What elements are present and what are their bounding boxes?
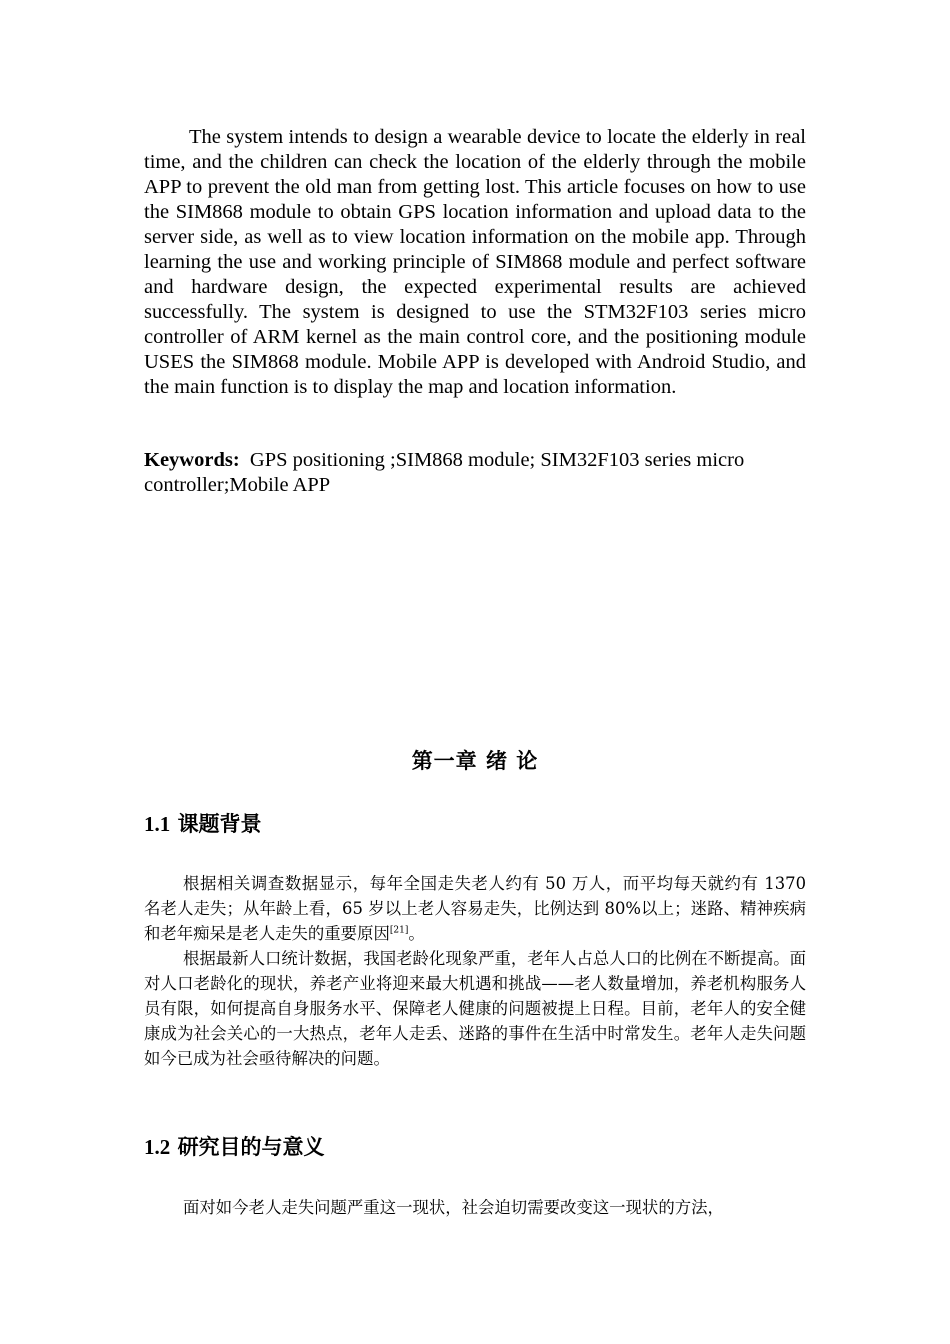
keywords-text: GPS positioning ;SIM868 module; SIM32F103 series micro controller;Mobile APP: [144, 449, 745, 496]
keywords-label: Keywords:: [144, 449, 240, 471]
purpose-paragraph-1: 面对如今老人走失问题严重这一现状，社会迫切需要改变这一现状的方法，: [183, 1198, 724, 1217]
section-heading-purpose: [144, 1131, 806, 1161]
abstract-paragraph: The system intends to design a wearable device to locate the elderly in real time, and the children can check the location of the elderly through the mobile APP to prevent the old man from getting lost. This article focuses on how to use the SIM868 module to obtain GPS location information and upload data to the server side, as well as to view location information on the mobile app. Through learning the use and working principle of SIM868 module and perfect software and hardware design, the expected experimental results are achieved successfully. The system is designed to use the STM32F103 series micro controller of ARM kernel as the main control core, and the positioning module USES the SIM868 module. Mobile APP is developed with Android Studio, and the main function is to display the map and location information.: [144, 126, 806, 398]
section-number: 1.1: [144, 812, 171, 836]
background-paragraph-1: [144, 871, 806, 946]
section-title: 课题背景: [177, 812, 262, 836]
keywords-line: [144, 448, 806, 498]
background-paragraph-2: 根据最新人口统计数据，我国老龄化现象严重，老年人占总人口的比例在不断提高。面对人口老龄化的现状，养老产业将迎来最大机遇和挑战——老人数量增加，养老机构服务人员有限，如何提高自身服务水平、保障老人健康的问题被提上日程。目前，老年人的安全健康成为社会关心的一大热点，老年人走丢、迷路的事件在生活中时常发生。老年人走失问题如今已成为社会亟待解决的问题。: [144, 949, 806, 1068]
paragraph-end: 。: [408, 924, 425, 943]
section-number: 1.2: [144, 1135, 171, 1159]
paragraph-text: 根据相关调查数据显示，每年全国走失老人约有 50 万人，而平均每天就约有 1370 名老人走失；从年龄上看，65 岁以上老人容易走失，比例达到 80%以上；迷路、精神疾病和老年痴呆是老人走失的重要原因: [144, 874, 806, 943]
section-heading-background: [144, 808, 806, 838]
section-title: 研究目的与意义: [177, 1135, 325, 1159]
citation-reference: [21]: [389, 925, 409, 936]
chapter-title: 第一章 绪 论: [411, 749, 539, 773]
